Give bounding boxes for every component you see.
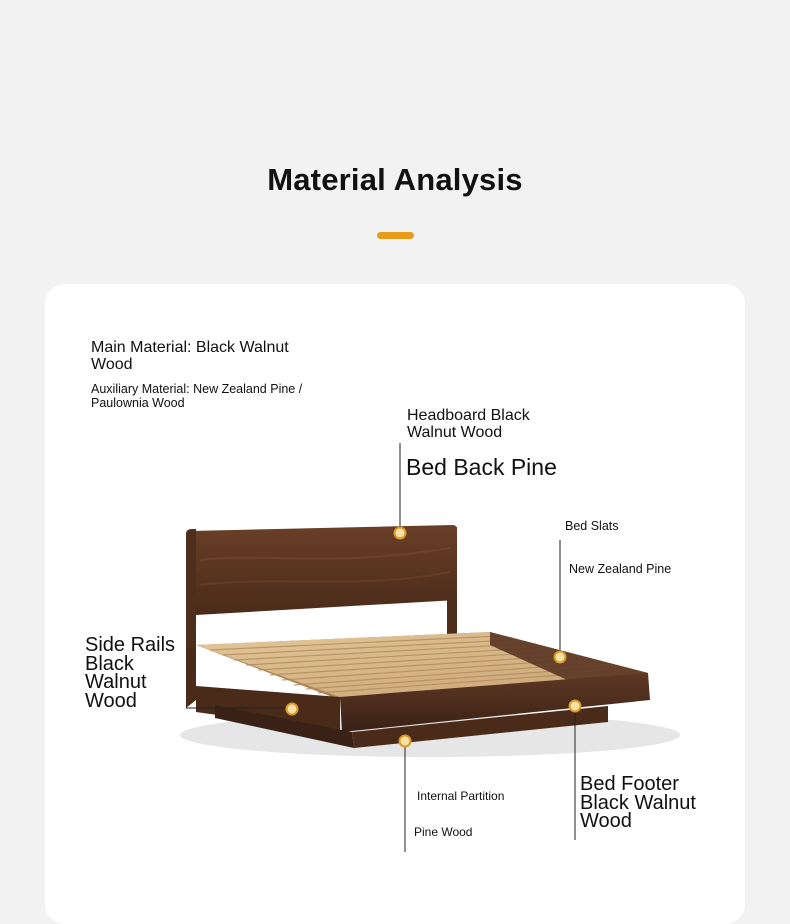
headboard-left-post: [186, 529, 196, 648]
headboard: [190, 525, 457, 615]
footer-marker: [570, 701, 581, 712]
partition-marker: [400, 736, 411, 747]
bed-back-label: Bed Back Pine: [406, 454, 557, 480]
bed-slats-label: Bed Slats: [565, 519, 619, 533]
headboard-label: Headboard Black Walnut Wood: [407, 407, 530, 441]
page-title: Material Analysis: [267, 162, 523, 197]
bed-footer-label: Bed Footer Black Walnut Wood: [580, 773, 696, 833]
internal-partition-label: Internal Partition: [417, 789, 505, 803]
side-rails-marker: [287, 704, 298, 715]
partition-material-label: Pine Wood: [414, 825, 473, 839]
main-material-label: Main Material: Black Walnut Wood: [91, 339, 289, 373]
side-rails-label: Side Rails Black Walnut Wood: [85, 634, 176, 712]
auxiliary-material-label: Auxiliary Material: New Zealand Pine / Paulownia Wood: [91, 382, 303, 411]
slats-material-label: New Zealand Pine: [569, 562, 672, 576]
slats-marker: [555, 652, 566, 663]
headboard-marker: [395, 528, 406, 539]
